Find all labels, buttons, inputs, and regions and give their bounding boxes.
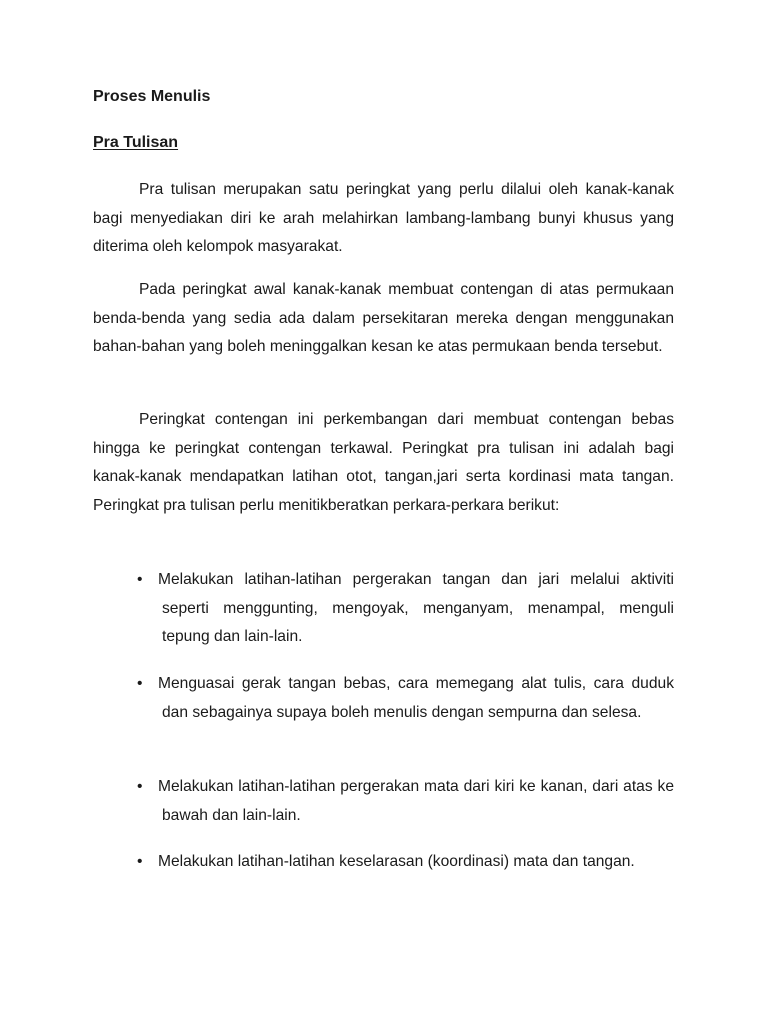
bullet-icon: • (137, 778, 143, 795)
bullet-text: Melakukan latihan-latihan pergerakan mata dari kiri ke kanan, dari atas ke bawah dan lain-lain. (158, 778, 674, 824)
bullet-item-3 (137, 773, 674, 830)
bullet-text: Melakukan latihan-latihan pergerakan tangan dan jari melalui aktiviti seperti menggunting, mengoyak, menganyam, menampal, menguli tepung dan lain-lain. (158, 571, 674, 646)
section-heading: Pra Tulisan (93, 134, 179, 151)
bullet-icon: • (137, 853, 143, 870)
bullet-item-2 (137, 670, 674, 727)
bullet-text: Melakukan latihan-latihan keselarasan (koordinasi) mata dan tangan. (158, 853, 635, 870)
paragraph-2: Pada peringkat awal kanak-kanak membuat contengan di atas permukaan benda-benda yang sedia ada dalam persekitaran mereka dengan menggunakan bahan-bahan yang boleh meninggalkan kesan ke atas permukaan benda tersebut. (93, 281, 674, 356)
bullet-icon: • (137, 571, 143, 588)
bullet-icon: • (137, 675, 143, 692)
bullet-item-1 (137, 566, 674, 652)
paragraph-1: Pra tulisan merupakan satu peringkat yang perlu dilalui oleh kanak-kanak bagi menyediakan diri ke arah melahirkan lambang-lambang bunyi khusus yang diterima oleh kelompok masyarakat. (93, 181, 674, 256)
bullet-item-4 (137, 848, 674, 877)
bullet-text: Menguasai gerak tangan bebas, cara memegang alat tulis, cara duduk dan sebagainya supaya boleh menulis dengan sempurna dan selesa. (158, 675, 674, 721)
paragraph-3: Peringkat contengan ini perkembangan dari membuat contengan bebas hingga ke peringkat contengan terkawal. Peringkat pra tulisan ini adalah bagi kanak-kanak mendapatkan latihan otot, tangan,jari serta kordinasi mata tangan. Peringkat pra tulisan perlu menitikberatkan perkara-perkara berikut: (93, 411, 674, 514)
document-title: Proses Menulis (93, 88, 211, 105)
